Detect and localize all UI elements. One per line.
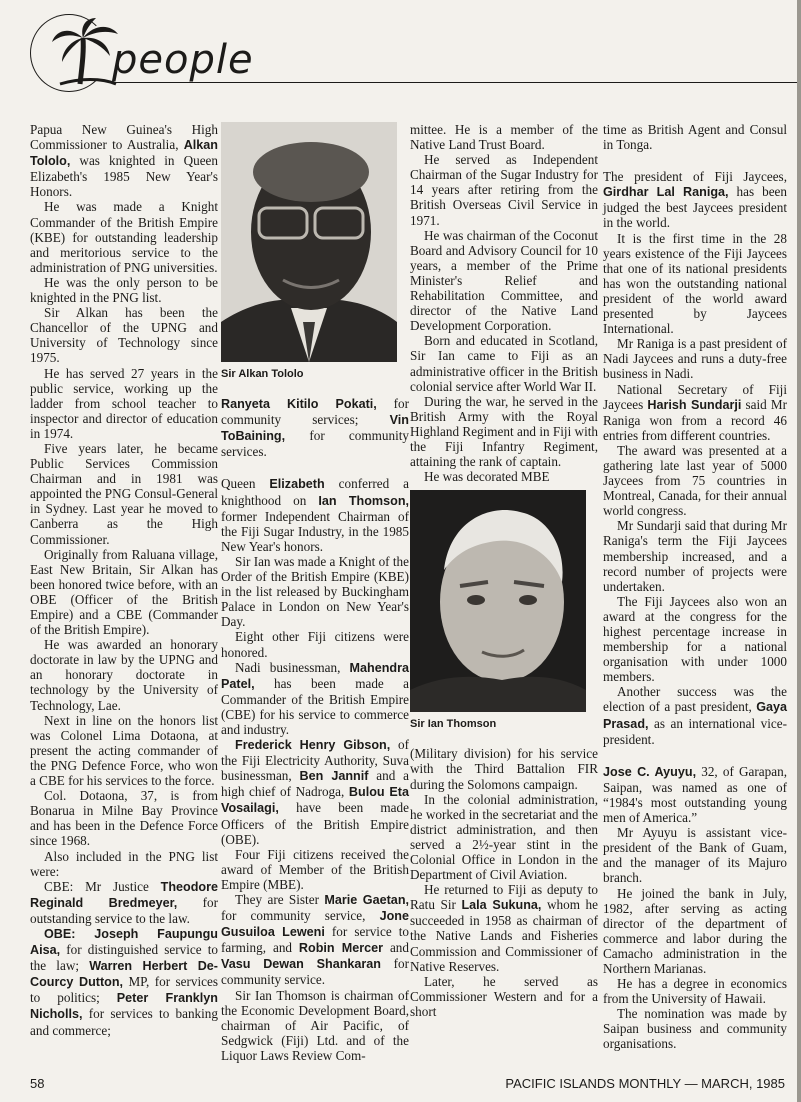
- article-paragraph: [221, 988, 409, 1063]
- text-run: He served as Independent Chairman of the Sugar Industry for 14 years after retiring from the British Overseas Civil Service in 1971.: [410, 152, 598, 228]
- article-paragraph: [221, 737, 409, 847]
- column-1: [30, 122, 218, 1038]
- text-run: He was chairman of the Coconut Board and Advisory Council for 10 years, a member of the Prime Minister's Relief and Rehabilitation Committee, and director of the Native Land Development Corporation.: [410, 227, 598, 334]
- text-run: Later, he served as Commissioner Western and for a short: [410, 973, 598, 1019]
- text-run: for community services.: [221, 428, 409, 460]
- text-run: Sir Ian Thomson is chairman of the Economic Development Board, chairman of Air Pacific, of Sedgwick (Fiji) Ltd. and of the Liquor Laws Review Com-: [221, 987, 409, 1063]
- section-title: people: [112, 37, 254, 83]
- text-run: for services to banking and commerce;: [30, 1006, 218, 1038]
- article-paragraph: [221, 629, 409, 659]
- bold-name: Warren Herbert De-Courcy Dutton,: [30, 959, 218, 990]
- text-run: Mr Ayuyu is assistant vice-president of the Bank of Guam, and the manager of its Majuro branch.: [603, 825, 787, 886]
- text-run: He has a degree in economics from the University of Hawaii.: [603, 976, 787, 1007]
- text-run: for service to farming, and: [221, 924, 409, 956]
- article-paragraph: [30, 305, 218, 365]
- article-paragraph: [30, 849, 218, 879]
- page-edge: [797, 0, 801, 1102]
- text-run: have been made Officers of the British Empire (OBE).: [221, 800, 409, 847]
- article-paragraph: [410, 333, 598, 393]
- photo-ian-thomson: [410, 490, 586, 712]
- article-paragraph: [603, 518, 787, 593]
- text-run: Sir Ian was made a Knight of the Order of the British Empire (KBE) in the list released by Buckingham Palace in London on New Year's Day.: [221, 553, 409, 630]
- text-run: Eight other Fiji citizens were honored.: [221, 629, 409, 660]
- article-paragraph: [30, 441, 218, 547]
- bold-name: Elizabeth: [269, 477, 325, 492]
- article-paragraph: [30, 926, 218, 1038]
- article-paragraph: [221, 396, 409, 459]
- text-run: Queen: [221, 476, 270, 492]
- text-run: has been judged the best Jaycees president in the world.: [603, 184, 787, 231]
- article-paragraph: [30, 199, 218, 274]
- article-paragraph: [30, 788, 218, 848]
- text-run: National Secretary of Fiji Jaycees: [603, 381, 787, 412]
- article-paragraph: [603, 231, 787, 337]
- text-run: as an international vice-president.: [603, 715, 787, 747]
- article-paragraph: [603, 169, 787, 230]
- article-paragraph: [221, 892, 409, 988]
- text-run: for community service.: [221, 956, 409, 988]
- bold-name: OBE: Joseph Faupungu Aisa,: [30, 926, 218, 958]
- text-run: whom he succeeded in 1958 as chairman of the Native Lands and Fisheries Commission and Commissioner of Native Reserves.: [410, 897, 598, 974]
- bold-name: Vin ToBaining,: [221, 413, 409, 444]
- bold-name: Gaya Prasad,: [603, 700, 787, 731]
- text-run: He was made a Knight Commander of the British Empire (KBE) for outstanding leadership and meritorious service to the administration of PNG universities.: [30, 199, 218, 275]
- article-paragraph: [30, 879, 218, 926]
- bold-name: Harish Sundarji: [647, 397, 742, 412]
- text-run: He was the only person to be knighted in the PNG list.: [30, 274, 218, 306]
- bold-name: Lala Sukuna,: [461, 898, 542, 913]
- article-paragraph: [221, 847, 409, 892]
- text-run: Nadi businessman,: [235, 659, 350, 675]
- article-paragraph: [410, 152, 598, 227]
- text-run: Five years later, he became Public Services Commission Chairman and in 1981 was appointed the PNG Consul-General in Sydney. Last year he moved to Canberra as the High Commissioner.: [30, 440, 218, 547]
- text-run: has been made a Commander of the British Empire (CBE) for his service to commerce and industry.: [221, 675, 409, 737]
- article-paragraph: [603, 594, 787, 685]
- text-run: for distinguished service to the law;: [30, 942, 218, 974]
- text-run: Papua New Guinea's High Commissioner to Australia,: [30, 122, 218, 153]
- text-run: mittee. He is a member of the Native Land Trust Board.: [410, 122, 598, 153]
- text-run: was knighted in Queen Elizabeth's 1985 New Year's Honors.: [30, 153, 218, 200]
- text-run: Another success was the election of a past president,: [603, 684, 787, 715]
- bold-name: Peter Franklyn Nicholls,: [30, 991, 218, 1022]
- article-paragraph: [410, 122, 598, 152]
- text-run: for community services;: [221, 396, 409, 428]
- article-paragraph: [603, 764, 787, 825]
- text-run: for outstanding service to the law.: [30, 894, 218, 926]
- text-run: CBE: Mr Justice: [44, 878, 161, 894]
- article-paragraph: [410, 228, 598, 334]
- text-run: It is the first time in the 28 years existence of the Fiji Jaycees that one of its national presidents has won the outstanding national president of the world award presented by Jaycees International.: [603, 230, 787, 337]
- article-paragraph: [603, 976, 787, 1006]
- bold-name: Jone Gusuiloa Leweni: [221, 909, 409, 940]
- article-paragraph: [410, 792, 598, 883]
- text-run: They are Sister: [235, 892, 325, 907]
- header-rule: [112, 82, 801, 83]
- publication-credit: PACIFIC ISLANDS MONTHLY — MARCH, 1985: [505, 1076, 785, 1091]
- text-run: He has served 27 years in the public service, working up the ladder from school teacher to inspector and director of education in 1974.: [30, 365, 218, 441]
- text-run: for community service,: [221, 908, 380, 924]
- column-4: [603, 122, 787, 1052]
- text-run: former Independent Chairman of the Fiji Sugar Industry, in the 1985 New Year's honors.: [221, 508, 409, 554]
- bold-name: Girdhar Lal Raniga,: [603, 185, 729, 200]
- text-run: (Military division) for his service with the Third Battalion FIR during the Solomons campaign.: [410, 746, 598, 792]
- text-run: Mr Raniga is a past president of Nadi Jaycees and runs a duty-free business in Nadi.: [603, 336, 787, 382]
- text-run: In the colonial administration, he worked in the secretariat and the district administration, and then served a 2½-year stint in the Colonial Office in London in the Department of Civil Aviation.: [410, 791, 598, 883]
- bold-name: Vasu Dewan Shankaran: [221, 957, 382, 972]
- photo-alkan-tololo: [221, 122, 397, 362]
- article-paragraph: [410, 974, 598, 1019]
- article-paragraph: [603, 336, 787, 381]
- text-run: The nomination was made by Saipan business and community organisations.: [603, 1006, 787, 1052]
- text-run: He joined the bank in July, 1982, after serving as acting director of the department of commerce and labor during the Camacho administration in the Northern Marianas.: [603, 885, 787, 976]
- article-paragraph: [30, 547, 218, 638]
- text-run: of the Fiji Electricity Authority, Suva businessman,: [221, 737, 409, 784]
- article-paragraph: [603, 122, 787, 152]
- text-run: He was awarded an honorary doctorate in law by the UPNG and an honorary doctorate in technology by the University of Technology, Lae.: [30, 637, 218, 713]
- article-paragraph: [30, 122, 218, 199]
- article-paragraph: [410, 882, 598, 974]
- article-paragraph: [221, 554, 409, 629]
- bold-name: Ranyeta Kitilo Pokati,: [221, 397, 377, 412]
- column-2: [221, 122, 409, 1063]
- text-run: Four Fiji citizens received the award of Member of the British Empire (MBE).: [221, 846, 409, 892]
- bold-name: Theodore Reginald Bredmeyer,: [30, 879, 218, 910]
- text-run: and: [383, 940, 409, 956]
- article-paragraph: [30, 713, 218, 788]
- text-run: said Mr Raniga won from a record 46 entries from different countries.: [603, 396, 787, 443]
- text-run: Originally from Raluana village, East New Britain, Sir Alkan has been honored twice before, with an OBE (Officer of the British Empire) and a CBE (Commander of the British Empire).: [30, 546, 218, 638]
- text-run: Sir Alkan has been the Chancellor of the UPNG and University of Technology since 1975.: [30, 305, 218, 366]
- section-header: [0, 0, 801, 100]
- bold-name: Jose C. Ayuyu,: [603, 764, 697, 779]
- article-paragraph: [603, 886, 787, 977]
- column-3: [410, 122, 598, 1019]
- article-paragraph: [603, 825, 787, 885]
- article-paragraph: [410, 394, 598, 469]
- bold-name: Alkan Tololo,: [30, 138, 218, 169]
- article-paragraph: [603, 684, 787, 746]
- text-run: Born and educated in Scotland, Sir Ian came to Fiji as an administrative officer in the British colonial service after World War II.: [410, 333, 598, 394]
- article-paragraph: [221, 476, 409, 553]
- bold-name: Frederick Henry Gibson,: [235, 738, 391, 753]
- bold-name: Ian Thomson,: [318, 493, 410, 508]
- palm-tree-icon: [50, 16, 120, 88]
- text-run: He was decorated MBE: [424, 469, 550, 485]
- article-paragraph: [410, 746, 598, 791]
- photo-caption: Sir Alkan Tololo: [221, 368, 304, 380]
- text-run: conferred a knighthood on: [221, 476, 409, 508]
- article-paragraph: [30, 275, 218, 305]
- article-paragraph: [30, 366, 218, 441]
- page-number: 58: [30, 1076, 45, 1091]
- article-paragraph: [603, 443, 787, 518]
- text-run: Mr Sundarji said that during Mr Raniga's term the Fiji Jaycees membership increased, and a record number of projects were undertaken.: [603, 518, 787, 594]
- text-run: Col. Dotaona, 37, is from Bonarua in Milne Bay Province and has been in the Defence Force since 1968.: [30, 788, 218, 849]
- bold-name: Robin Mercer: [298, 941, 384, 956]
- bold-name: Marie Gaetan,: [324, 893, 410, 907]
- text-run: During the war, he served in the British Army with the Royal Highland Regiment and in Fiji with the Fiji Infantry Regiment, attaining the rank of captain.: [410, 393, 598, 470]
- article-paragraph: [30, 637, 218, 712]
- article-paragraph: [603, 1006, 787, 1051]
- article-paragraph: [221, 660, 409, 737]
- text-run: The president of Fiji Jaycees,: [603, 169, 787, 185]
- article-paragraph: [603, 382, 787, 443]
- bold-name: Bulou Eta Vosailagi,: [221, 785, 409, 816]
- text-run: Next in line on the honors list was Colonel Lima Dotaona, at present the acting commander of the PNG Defence Force, who won a CBE for his services to the force.: [30, 712, 218, 789]
- text-run: 32, of Garapan, Saipan, was named as one of “1984's most outstanding young men of America.”: [603, 763, 787, 826]
- article-paragraph: [410, 469, 598, 484]
- bold-name: Mahendra Patel,: [221, 660, 409, 691]
- bold-name: Ben Jannif: [299, 769, 369, 784]
- text-run: The Fiji Jaycees also won an award at the congress for the highest percentage increase in membership for a national organisation with under 1000 members.: [603, 593, 787, 685]
- text-run: The award was presented at a gathering late last year of 5000 Jaycees from 75 countries in Montreal, Canada, for their annual world congress.: [603, 442, 787, 519]
- text-run: He returned to Fiji as deputy to Ratu Sir: [410, 882, 598, 913]
- text-run: and a high chief of Nadroga,: [221, 768, 409, 800]
- text-run: Also included in the PNG list were:: [30, 848, 218, 879]
- photo-caption: Sir Ian Thomson: [410, 718, 497, 731]
- text-run: time as British Agent and Consul in Tonga.: [603, 122, 787, 153]
- text-run: MP, for services to politics;: [30, 974, 219, 1006]
